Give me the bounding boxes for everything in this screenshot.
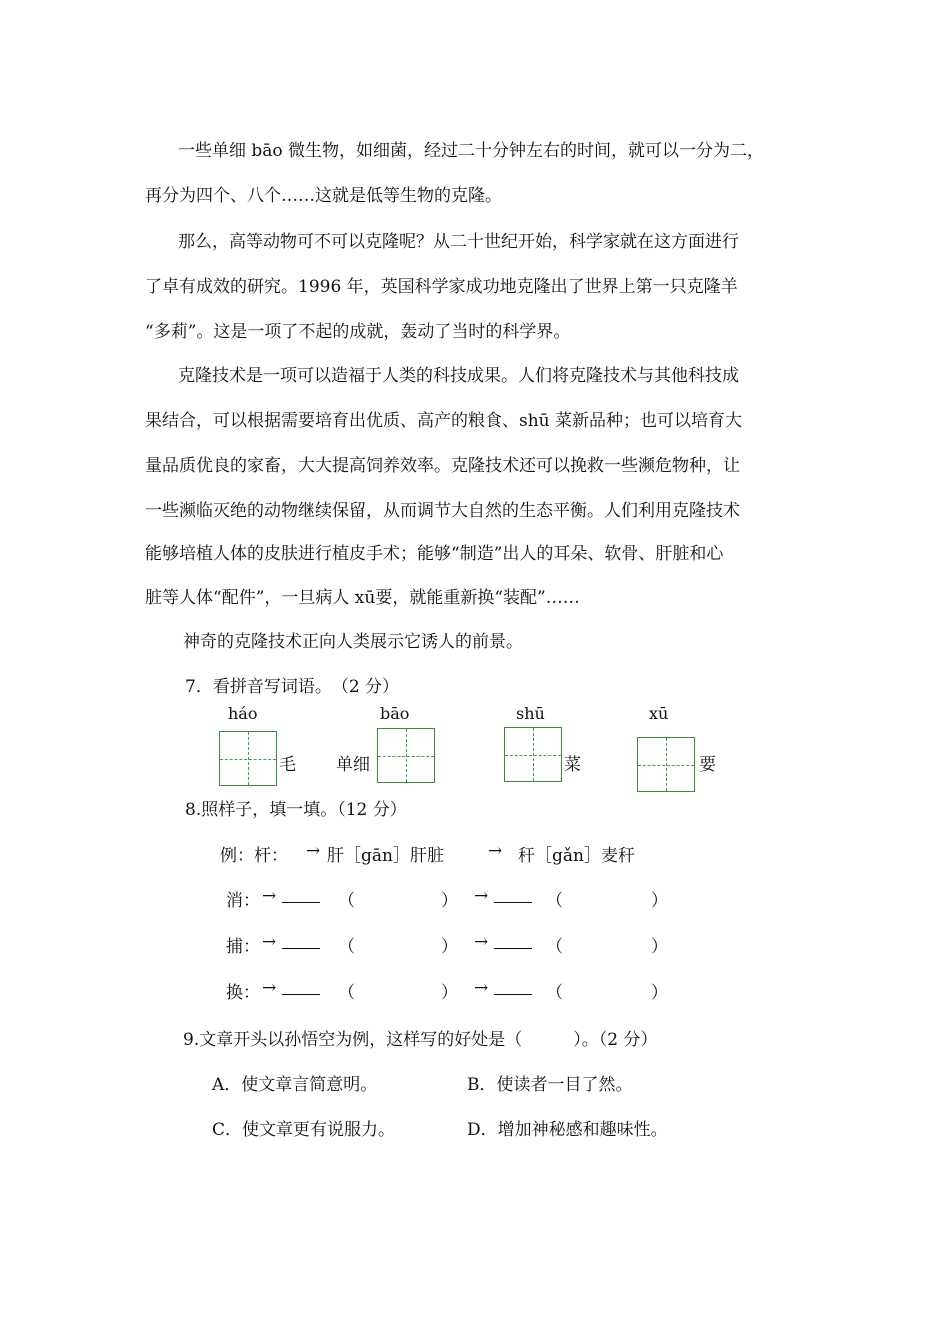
- passage-line: 一些单细 bāo 微生物，如细菌，经过二十分钟左右的时间，就可以一分为二，: [178, 141, 765, 161]
- close-paren: ）: [651, 937, 668, 957]
- passage-line: 那么，高等动物可不可以克隆呢？从二十世纪开始，科学家就在这方面进行: [178, 232, 739, 252]
- word-prefix: 单细: [336, 755, 370, 775]
- writing-grid[interactable]: [219, 731, 277, 786]
- option-c[interactable]: C．使文章更有说服力。: [212, 1120, 396, 1140]
- answer-blank[interactable]: [494, 948, 532, 949]
- open-paren: （: [546, 983, 563, 1003]
- open-paren: （: [338, 891, 355, 911]
- open-paren: （: [546, 891, 563, 911]
- arrow-icon: →: [306, 841, 321, 861]
- word-suffix: 菜: [564, 755, 581, 775]
- answer-blank[interactable]: [494, 902, 532, 903]
- arrow-icon: →: [474, 978, 489, 998]
- answer-blank[interactable]: [282, 902, 320, 903]
- writing-grid[interactable]: [637, 737, 695, 792]
- close-paren: ）: [651, 983, 668, 1003]
- row-char: 换：: [226, 983, 260, 1003]
- pinyin-label: bāo: [380, 704, 410, 723]
- question-title: 9.文章开头以孙悟空为例，这样写的好处是（ ）。（2 分）: [183, 1030, 658, 1050]
- passage-line: 克隆技术是一项可以造福于人类的科技成果。人们将克隆技术与其他科技成: [178, 366, 739, 386]
- question-title: 8.照样子，填一填。（12 分）: [185, 800, 407, 820]
- passage-line: “多莉”。这是一项了不起的成就，轰动了当时的科学界。: [145, 322, 571, 342]
- fill-row: [226, 978, 686, 1003]
- arrow-icon: →: [474, 932, 489, 952]
- close-paren: ）: [441, 937, 458, 957]
- close-paren: ）: [441, 983, 458, 1003]
- row-char: 捕：: [226, 937, 260, 957]
- arrow-icon: →: [262, 978, 277, 998]
- answer-blank[interactable]: [494, 994, 532, 995]
- close-paren: ）: [441, 891, 458, 911]
- option-d[interactable]: D．增加神秘感和趣味性。: [467, 1120, 668, 1140]
- pinyin-label: shū: [516, 704, 545, 723]
- pinyin-label: xū: [649, 704, 669, 723]
- passage-line: 脏等人体“配件”，一旦病人 xū要，就能重新换“装配”……: [145, 588, 580, 608]
- option-a[interactable]: A．使文章言简意明。: [212, 1075, 378, 1095]
- option-b[interactable]: B．使读者一目了然。: [467, 1075, 633, 1095]
- pinyin-label: háo: [228, 704, 258, 723]
- arrow-icon: →: [488, 841, 503, 861]
- example-word: 肝［gān］肝脏: [327, 846, 444, 866]
- open-paren: （: [338, 937, 355, 957]
- fill-row: [226, 932, 686, 957]
- arrow-icon: →: [262, 932, 277, 952]
- answer-blank[interactable]: [282, 948, 320, 949]
- answer-blank[interactable]: [282, 994, 320, 995]
- word-suffix: 要: [699, 755, 716, 775]
- fill-row: [226, 886, 686, 911]
- arrow-icon: →: [262, 886, 277, 906]
- close-paren: ）: [651, 891, 668, 911]
- passage-line: 果结合，可以根据需要培育出优质、高产的粮食、shū 菜新品种；也可以培育大: [145, 411, 743, 431]
- writing-grid[interactable]: [504, 727, 562, 782]
- passage-line: 能够培植人体的皮肤进行植皮手术；能够“制造”出人的耳朵、软骨、肝脏和心: [145, 544, 724, 564]
- example-word: 秆［gǎn］麦秆: [518, 846, 635, 866]
- passage-line: 再分为四个、八个……这就是低等生物的克隆。: [145, 186, 502, 206]
- open-paren: （: [338, 983, 355, 1003]
- passage-line: 了卓有成效的研究。1996 年，英国科学家成功地克隆出了世界上第一只克隆羊: [145, 277, 738, 297]
- question-title: 7．看拼音写词语。 （2 分）: [185, 677, 400, 697]
- arrow-icon: →: [474, 886, 489, 906]
- passage-line: 神奇的克隆技术正向人类展示它诱人的前景。: [183, 632, 523, 652]
- example-prefix: 例：杆：: [220, 846, 288, 866]
- row-char: 消：: [226, 891, 260, 911]
- example-row: [220, 841, 680, 866]
- open-paren: （: [546, 937, 563, 957]
- passage-line: 一些濒临灭绝的动物继续保留，从而调节大自然的生态平衡。人们利用克隆技术: [145, 501, 740, 521]
- word-suffix: 毛: [279, 755, 296, 775]
- writing-grid[interactable]: [377, 728, 435, 783]
- passage-line: 量品质优良的家畜，大大提高饲养效率。克隆技术还可以挽救一些濒危物种，让: [145, 456, 740, 476]
